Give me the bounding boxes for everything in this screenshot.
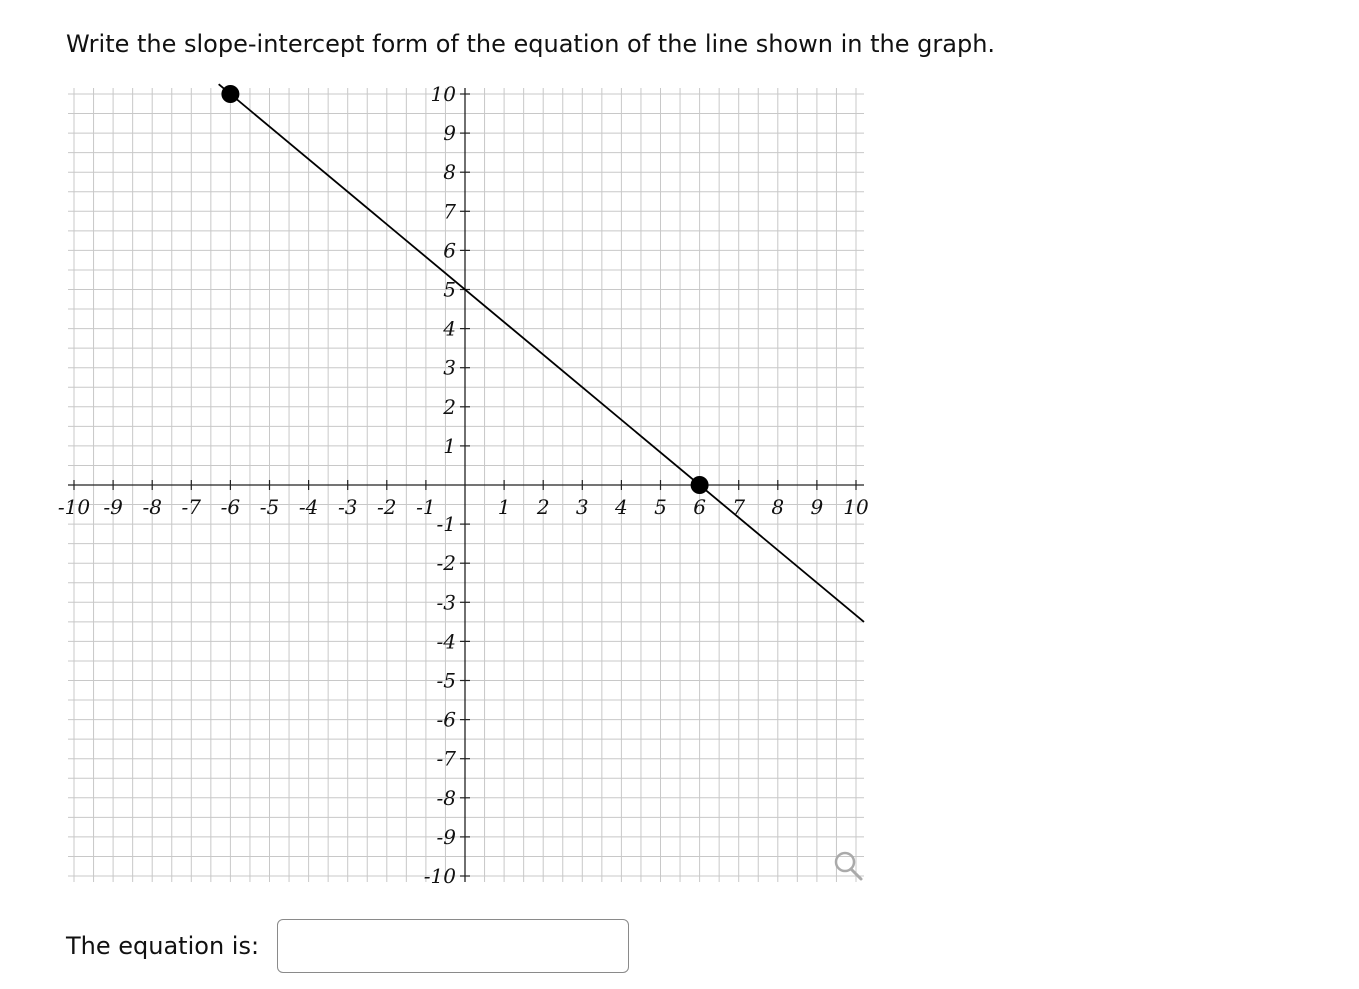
x-tick-label: -7: [181, 495, 202, 519]
y-tick-label: -1: [436, 512, 456, 537]
x-tick-label: -5: [259, 495, 280, 519]
x-tick-label: -4: [298, 495, 319, 519]
equation-input[interactable]: [277, 919, 629, 973]
y-tick-label: -5: [436, 668, 456, 693]
x-tick-label: -3: [337, 495, 358, 519]
line-graph: [219, 84, 864, 622]
y-tick-label: 3: [443, 355, 456, 380]
x-tick-label: 9: [810, 495, 824, 519]
y-tick-label: 1: [443, 433, 456, 458]
y-tick-label: -10: [423, 864, 456, 888]
x-tick-label: 4: [615, 495, 628, 519]
question-text: Write the slope-intercept form of the equation of the line shown in the graph.: [66, 30, 996, 58]
plotted-point: [691, 476, 709, 494]
y-tick-label: 9: [443, 121, 456, 146]
x-tick-label: 2: [536, 495, 550, 519]
y-tick-label: -4: [436, 629, 456, 654]
x-tick-label: -10: [57, 495, 91, 519]
x-tick-label: -9: [103, 495, 123, 519]
x-tick-label: 1: [497, 495, 511, 519]
y-tick-label: -8: [436, 785, 456, 810]
x-tick-label: -8: [142, 495, 162, 519]
plotted-point: [221, 85, 239, 103]
y-tick-label: 10: [430, 82, 456, 106]
y-tick-label: -7: [436, 746, 456, 771]
y-tick-label: 6: [443, 238, 456, 263]
y-tick-label: 7: [443, 199, 456, 224]
x-tick-label: 10: [843, 495, 869, 519]
x-tick-label: 6: [693, 495, 706, 519]
x-tick-label: 5: [654, 495, 667, 519]
y-tick-label: -3: [436, 590, 456, 615]
y-tick-label: -6: [436, 707, 456, 732]
y-tick-label: 2: [443, 394, 456, 419]
x-tick-label: 7: [732, 495, 746, 519]
y-tick-label: -9: [436, 824, 456, 849]
x-tick-label: 3: [575, 495, 589, 519]
x-tick-label: 8: [771, 495, 785, 519]
y-tick-label: 5: [443, 277, 456, 302]
x-tick-label: -1: [416, 495, 436, 519]
y-tick-label: 8: [443, 160, 456, 185]
equation-label: The equation is:: [66, 932, 260, 960]
x-tick-label: -6: [220, 495, 241, 519]
y-tick-label: 4: [443, 316, 456, 341]
y-tick-label: -2: [436, 551, 456, 576]
x-tick-label: -2: [377, 495, 397, 519]
